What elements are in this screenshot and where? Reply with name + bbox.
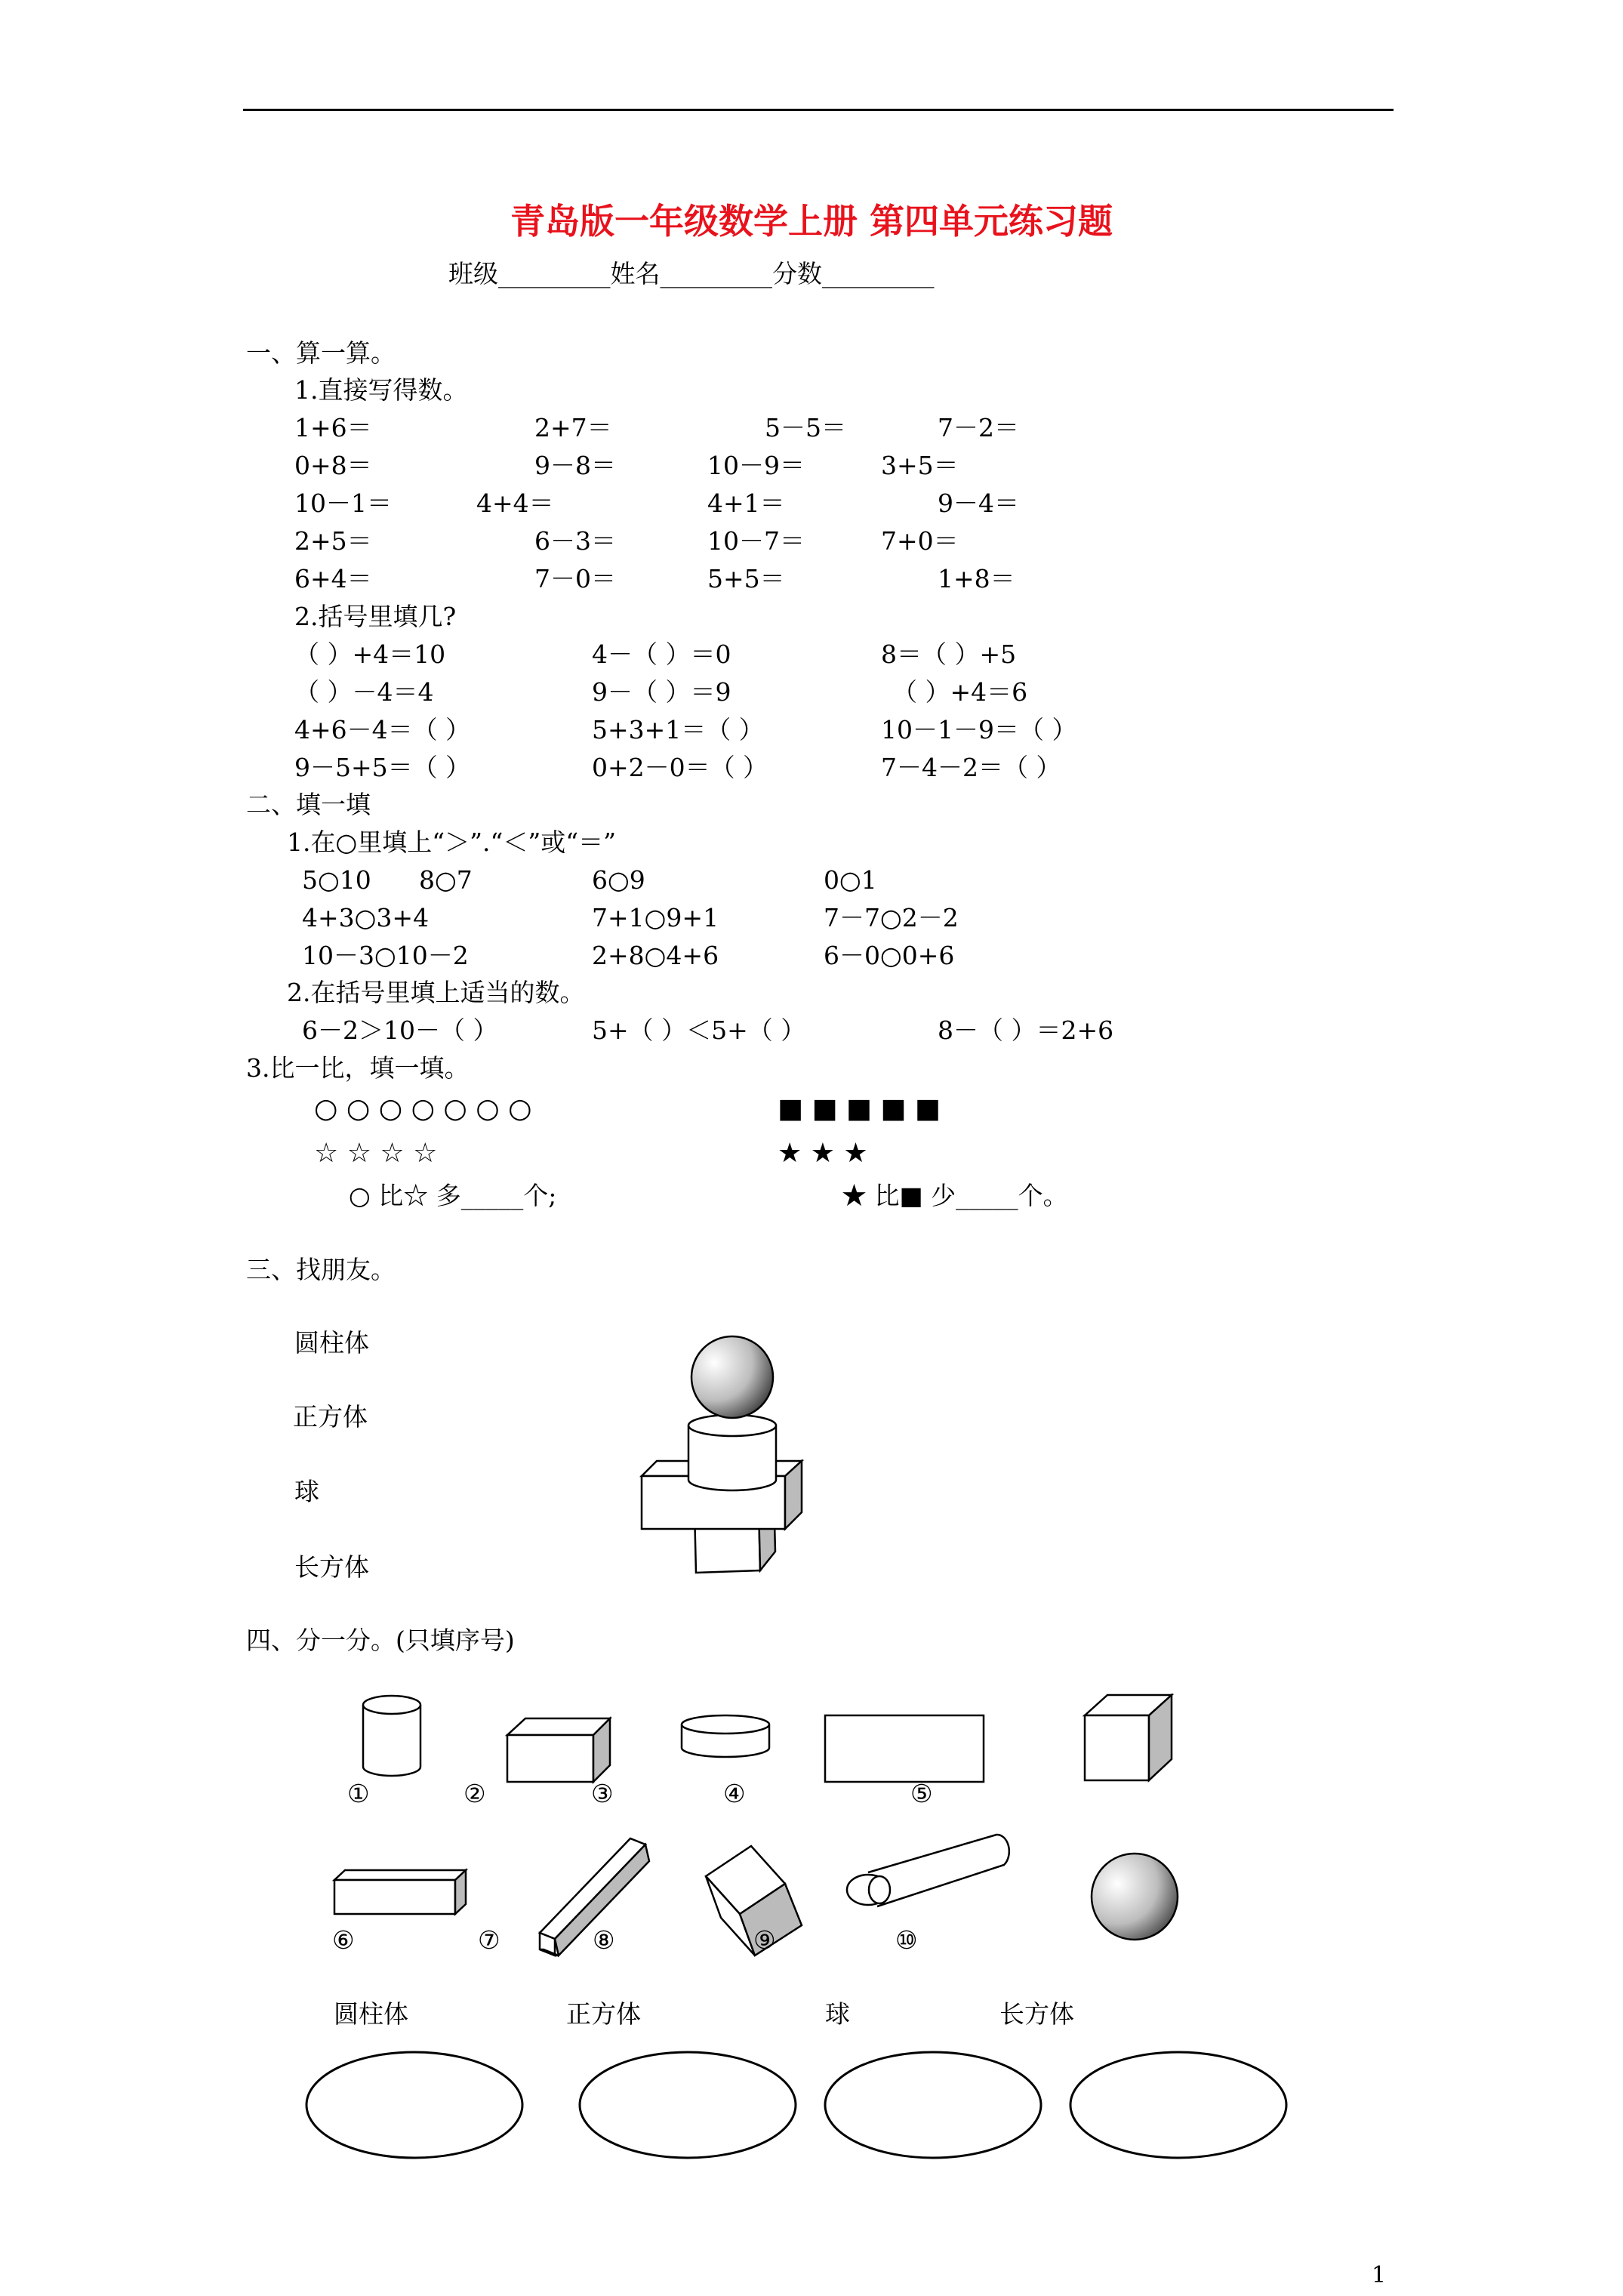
fill-item: 0+2－0＝（ ） [592,753,768,782]
fill-item: 8＝（ ）+5 [881,639,1017,669]
compare-item: 10－3○10－2 [302,941,469,970]
section3-heading: 三、找朋友。 [246,1255,396,1284]
shape-number: ⑧ [593,1925,615,1955]
shape-label-cube: 正方体 [293,1402,368,1432]
calc-item: 2+5＝ [294,526,372,556]
stack-sphere [691,1336,773,1418]
shape1-cylinder [363,1705,420,1776]
fill-item: （ ）+4＝6 [892,677,1028,707]
shape-sphere [1092,1854,1178,1940]
answer-oval-cuboid [1070,2052,1286,2158]
shape-number: ⑥ [332,1925,355,1955]
compare-item: 7+1○9+1 [592,903,719,932]
shape-label-cylinder: 圆柱体 [294,1328,369,1358]
student-info-line: 班级_________姓名_________分数_________ [448,259,935,288]
compare-item: 6○9 [592,865,645,895]
q2-label: 2.括号里填几? [294,602,457,631]
fill-ineq-item: 6－2＞10－（ ） [302,1015,498,1045]
calc-item: 7－2＝ [938,413,1019,442]
fill-item: （ ）－4＝4 [294,677,434,707]
section2-heading: 二、填一填 [246,790,371,819]
worksheet-title: 青岛版一年级数学上册 第四单元练习题 [510,201,1113,242]
shape-stack-figure [634,1321,815,1578]
shape6-long-cuboid [334,1870,466,1880]
fill-item: 9－（ ）＝9 [592,677,731,707]
calc-item: 1+6＝ [294,413,372,442]
shape-number: ③ [591,1779,614,1808]
section1-heading: 一、算一算。 [246,338,396,368]
fill-item: 4+6－4＝（ ） [294,715,471,744]
calc-item: 4+1＝ [707,488,785,518]
shape-number: ⑤ [910,1779,933,1808]
shape-number: ⑨ [753,1925,776,1955]
calc-item: 7－0＝ [534,564,616,593]
calc-item: 1+8＝ [938,564,1015,593]
shape-number: ⑦ [478,1925,500,1955]
calc-item: 6－3＝ [534,526,616,556]
answer-ovals [0,2039,1623,2167]
shape-label-sphere: 球 [294,1477,319,1506]
calc-item: 3+5＝ [881,451,959,480]
fill-ineq-item: 5+（ ）＜5+（ ） [592,1015,806,1045]
compare-item: 6－0○0+6 [824,941,955,970]
section4-heading: 四、分一分。(只填序号) [246,1626,515,1655]
category-label-cylinder: 圆柱体 [334,1999,408,2029]
calc-item: 4+4＝ [476,488,554,518]
shape8-tilted-bar [540,1838,645,1939]
shape-number: ⑩ [895,1925,918,1955]
calc-item: 0+8＝ [294,451,372,480]
calc-item: 10－9＝ [707,451,805,480]
circle-row: ○ ○ ○ ○ ○ ○ ○ [314,1093,532,1124]
answer-oval-cube [580,2052,796,2158]
category-label-cuboid: 长方体 [999,1999,1074,2029]
shape-number: ④ [723,1779,746,1808]
fill-item: 5+3+1＝（ ） [592,715,764,744]
fill-item: 10－1－9＝（ ） [881,715,1077,744]
compare-item: 7－7○2－2 [824,903,959,932]
compare-sentence-left: ○ 比☆ 多_____个; [349,1181,557,1210]
compare-item: 0○1 [824,865,877,895]
stack-cylinder [688,1415,776,1490]
fill-item: 9－5+5＝（ ） [294,753,471,782]
answer-oval-cylinder [306,2052,522,2158]
calc-item: 5－5＝ [765,413,846,442]
fill-item: 7－4－2＝（ ） [881,753,1061,782]
page-number: 1 [1372,2262,1387,2288]
fill-item: 4－（ ）＝0 [592,639,731,669]
calc-item: 9－8＝ [534,451,616,480]
calc-item: 7+0＝ [881,526,959,556]
q1-label: 1.直接写得数。 [294,375,468,405]
shape-number: ① [347,1779,370,1808]
compare-item: 8○7 [419,865,473,895]
shape-label-cuboid: 长方体 [294,1552,369,1582]
shapes-row2 [0,1827,1623,1963]
shape-number: ② [463,1779,486,1808]
q3-label: 3.比一比，填一填。 [246,1053,470,1083]
calc-item: 9－4＝ [938,488,1019,518]
fill-ineq-item: 8－（ ）＝2+6 [938,1015,1114,1045]
calc-item: 2+7＝ [534,413,612,442]
calc-item: 5+5＝ [707,564,785,593]
calc-item: 10－7＝ [707,526,805,556]
category-label-sphere: 球 [825,1999,850,2029]
shapes-row1 [0,1676,1623,1797]
compare-sentence-right: ★ 比■ 少_____个。 [842,1181,1068,1210]
compare-item: 4+3○3+4 [302,903,430,932]
compare-item: 2+8○4+6 [592,941,719,970]
calc-item: 10－1＝ [294,488,392,518]
black-star-row: ★ ★ ★ [778,1138,868,1169]
category-label-cube: 正方体 [566,1999,641,2029]
fill-item: （ ）+4＝10 [294,639,446,669]
answer-oval-sphere [825,2052,1041,2158]
white-star-row: ☆ ☆ ☆ ☆ [314,1138,438,1169]
shape5-flat-box [825,1715,984,1782]
square-row: ■ ■ ■ ■ ■ [778,1093,941,1124]
compare-label: 1.在○里填上“＞”.“＜”或“＝” [287,827,616,857]
compare-item: 5○10 [302,865,371,895]
header-rule [243,109,1394,111]
q2-fill-label: 2.在括号里填上适当的数。 [287,978,585,1007]
calc-item: 6+4＝ [294,564,372,593]
